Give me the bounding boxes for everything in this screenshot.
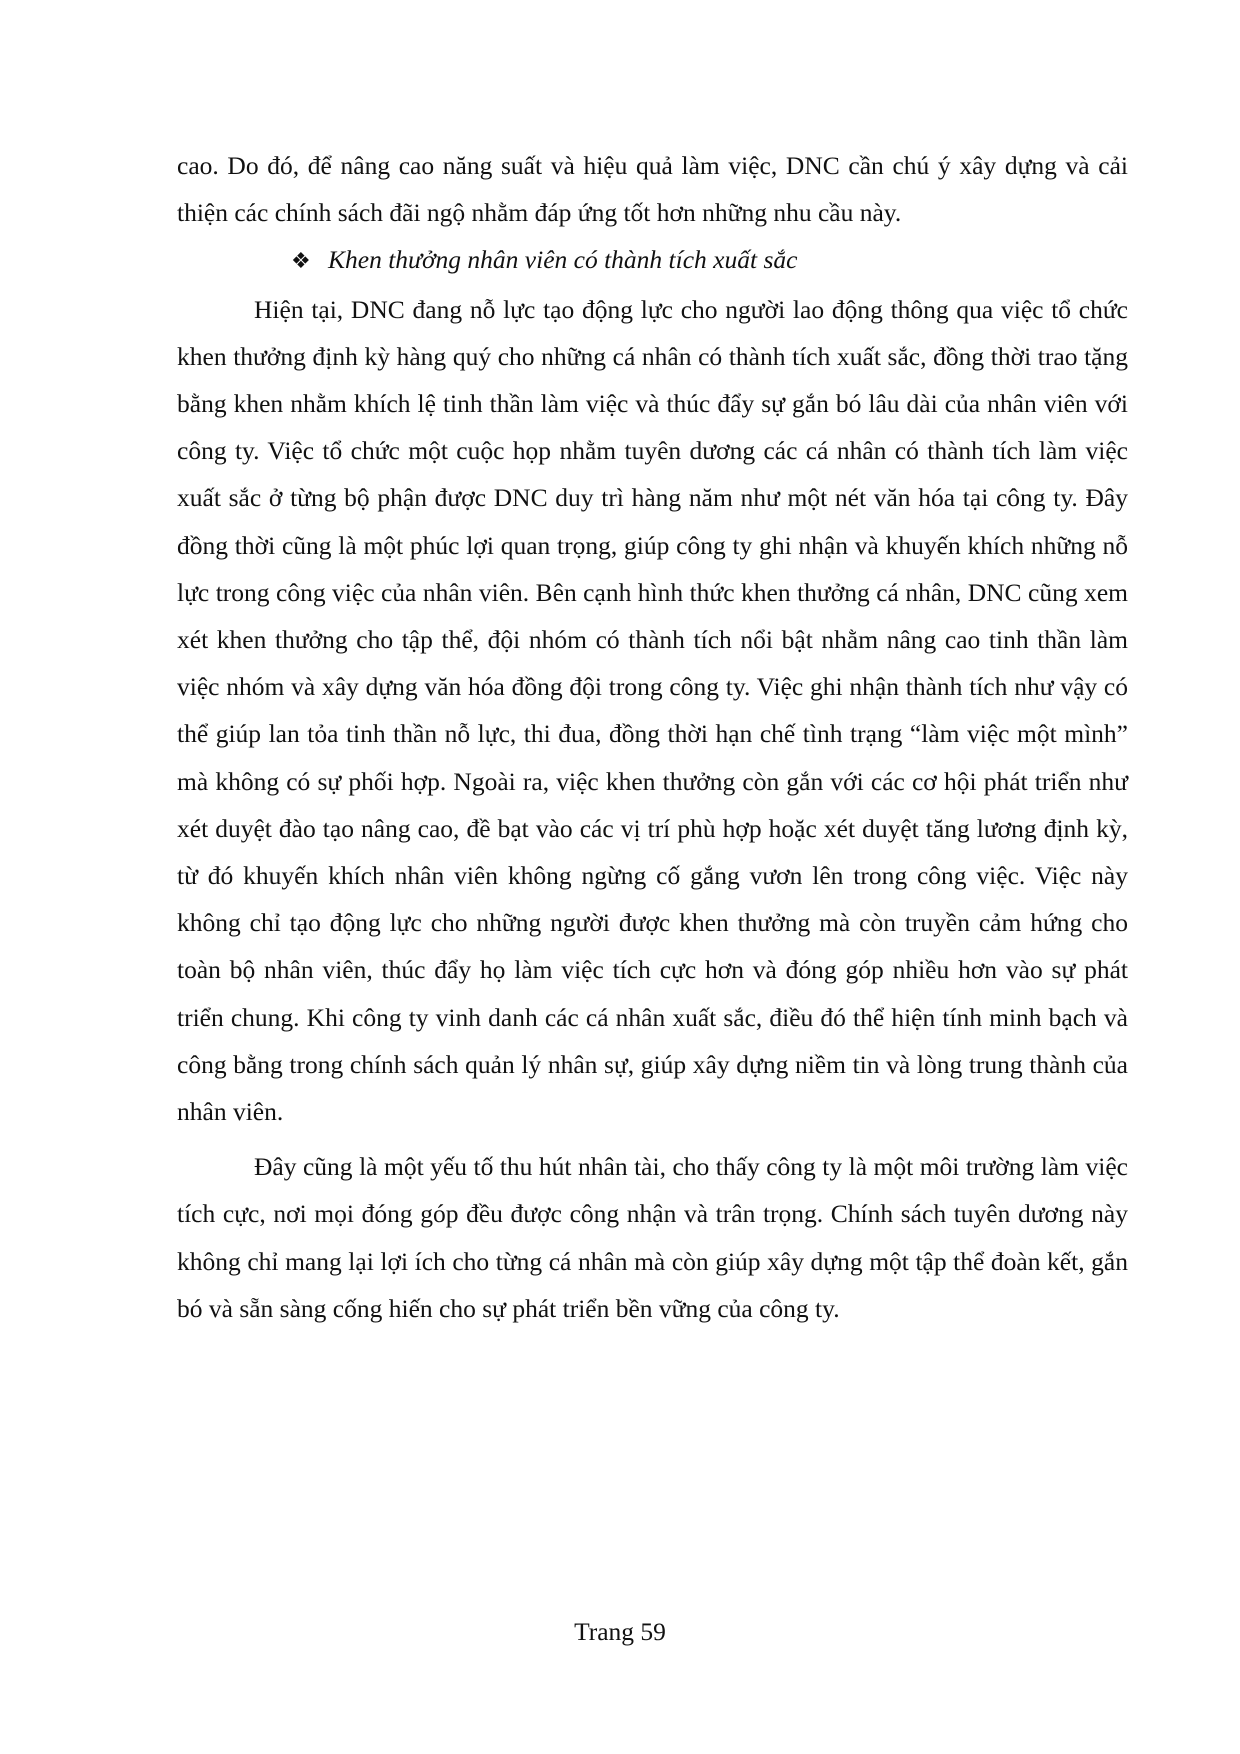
paragraph: Hiện tại, DNC đang nỗ lực tạo động lực cho người lao động thông qua việc tổ chức khen thưởng định kỳ hàng quý cho những cá nhân có thành tích xuất sắc, đồng thời trao tặng bằng khen nhằm khích lệ tinh thần làm việc và thúc đẩy sự gắn bó lâu dài của nhân viên với công ty. Việc tổ chức một cuộc họp nhằm tuyên dương các cá nhân có thành tích làm việc xuất sắc ở từng bộ phận được DNC duy trì hàng năm như một nét văn hóa tại công ty. Đây đồng thời cũng là một phúc lợi quan trọng, giúp công ty ghi nhận và khuyến khích những nỗ lực trong công việc của nhân viên. Bên cạnh hình thức khen thưởng cá nhân, DNC cũng xem xét khen thưởng cho tập thể, đội nhóm có thành tích nổi bật nhằm nâng cao tinh thần làm việc nhóm và xây dựng văn hóa đồng đội trong công ty. Việc ghi nhận thành tích như vậy có thể giúp lan tỏa tinh thần nỗ lực, thi đua, đồng thời hạn chế tình trạng “làm việc một mình” mà không có sự phối hợp. Ngoài ra, việc khen thưởng còn gắn với các cơ hội phát triển như xét duyệt đào tạo nâng cao, đề bạt vào các vị trí phù hợp hoặc xét duyệt tăng lương định kỳ, từ đó khuyến khích nhân viên không ngừng cố gắng vươn lên trong công việc. Việc này không chỉ tạo động lực cho những người được khen thưởng mà còn truyền cảm hứng cho toàn bộ nhân viên, thúc đẩy họ làm việc tích cực hơn và đóng góp nhiều hơn vào sự phát triển chung. Khi công ty vinh danh các cá nhân xuất sắc, điều đó thể hiện tính minh bạch và công bằng trong chính sách quản lý nhân sự, giúp xây dựng niềm tin và lòng trung thành của nhân viên. <box>177 294 1128 1127</box>
paragraph-spacer <box>177 1135 1128 1143</box>
page-number: Trang 59 <box>574 1617 666 1646</box>
body-text <box>177 142 1128 1332</box>
paragraph-continuation: cao. Do đó, để nâng cao năng suất và hiệu quả làm việc, DNC cần chú ý xây dựng và cải thiện các chính sách đãi ngộ nhằm đáp ứng tốt hơn những nhu cầu này. <box>177 151 1128 228</box>
section-heading-text: Khen thưởng nhân viên có thành tích xuất sắc <box>328 245 798 275</box>
section-heading <box>177 236 1128 285</box>
paragraph: Đây cũng là một yếu tố thu hút nhân tài, cho thấy công ty là một môi trường làm việc tích cực, nơi mọi đóng góp đều được công nhận và trân trọng. Chính sách tuyên dương này không chỉ mang lại lợi ích cho từng cá nhân mà còn giúp xây dựng một tập thể đoàn kết, gắn bó và sẵn sàng cống hiến cho sự phát triển bền vững của công ty. <box>177 1152 1128 1323</box>
diamond-bullet-icon: ❖ <box>291 249 311 275</box>
